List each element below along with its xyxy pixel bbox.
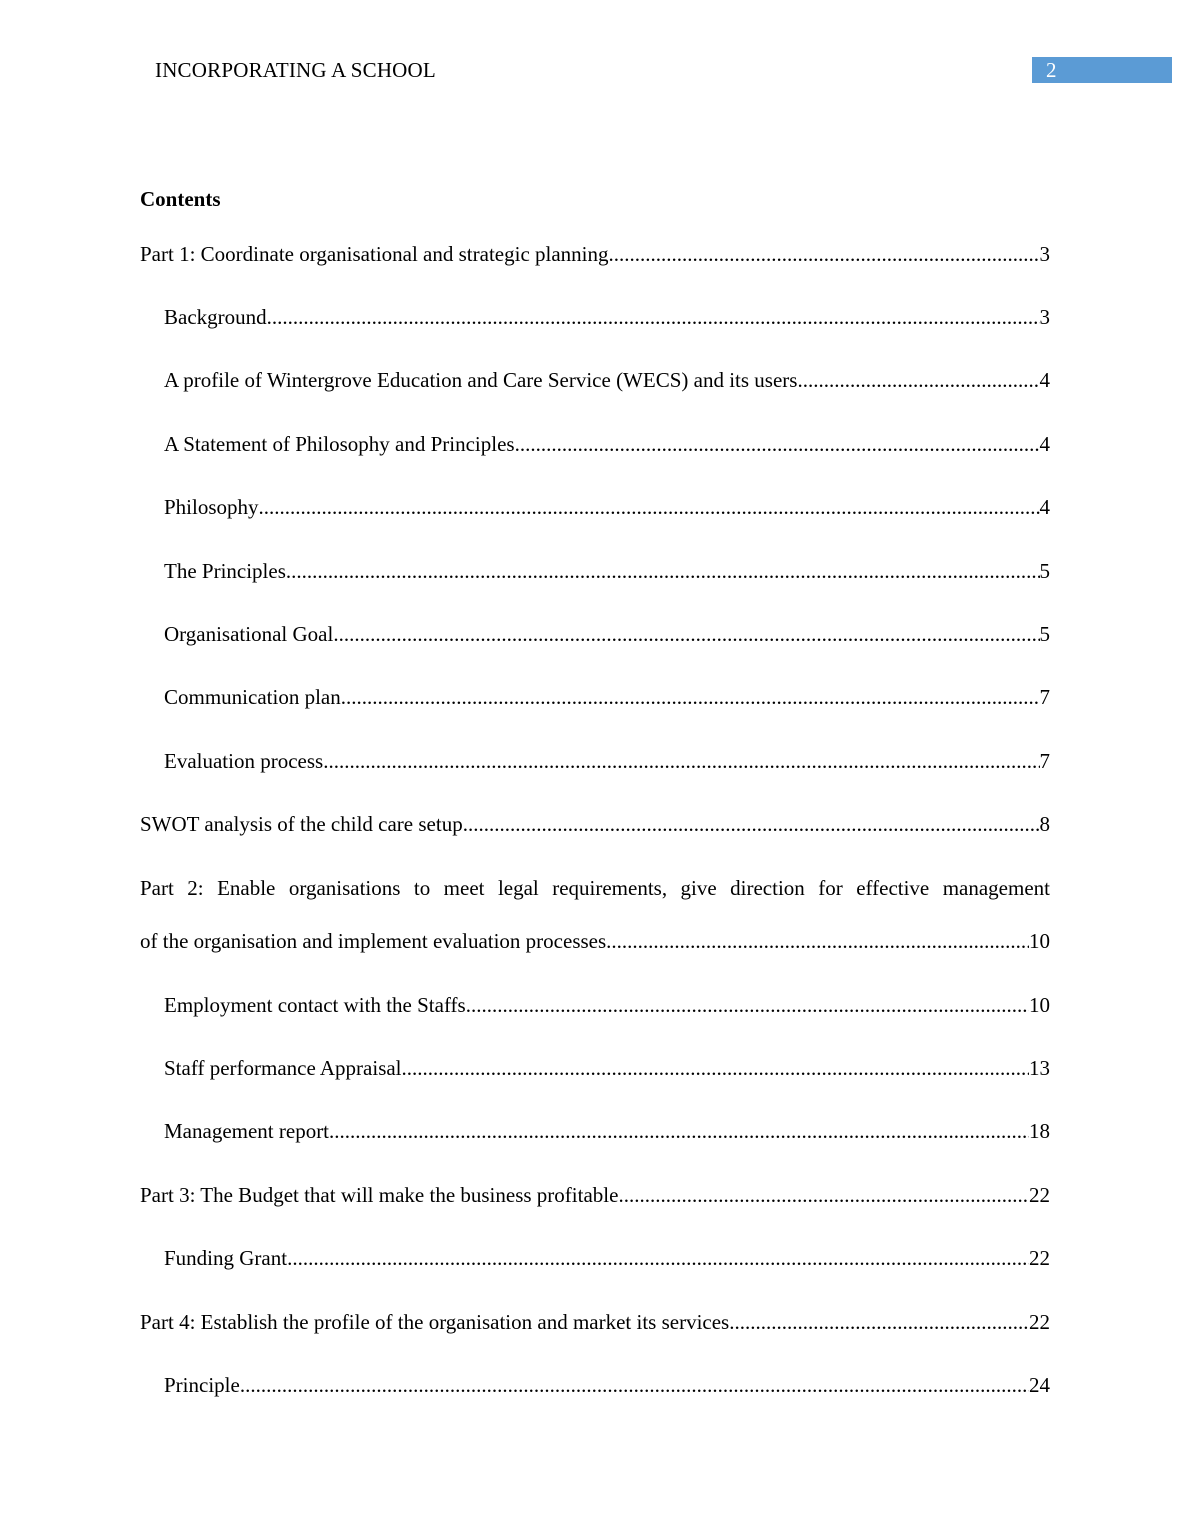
toc-heading: Contents: [140, 187, 221, 211]
toc-entry-label: Part 4: Establish the profile of the organisation and market its services: [140, 1310, 730, 1334]
toc-entry-label: Staff performance Appraisal: [164, 1056, 402, 1080]
toc-entry[interactable]: [164, 494, 1050, 520]
toc-entry-label: Background: [164, 305, 267, 329]
toc-entry[interactable]: [164, 748, 1050, 774]
toc-entry-label: Organisational Goal: [164, 622, 334, 646]
toc-entry[interactable]: [164, 684, 1050, 710]
toc-entry-label: The Principles: [164, 559, 286, 583]
toc-entry-page: 4: [1039, 495, 1050, 519]
toc-entry-label: Philosophy: [164, 495, 259, 519]
toc-entry[interactable]: [164, 304, 1050, 330]
toc-leader: [287, 1245, 1029, 1271]
toc-leader: [333, 621, 1039, 647]
toc-leader: [606, 928, 1029, 954]
toc-entry-page: 5: [1039, 559, 1050, 583]
toc-entry[interactable]: [140, 241, 1050, 267]
toc-entry-page: 8: [1039, 812, 1050, 836]
toc-entry-label: Evaluation process: [164, 749, 324, 773]
toc-entry-wrapped-line[interactable]: Part 2: Enable organisations to meet legal requirements, give direction for effective management: [140, 876, 1050, 900]
toc-entry-page: 18: [1029, 1119, 1050, 1143]
toc-leader: [609, 241, 1040, 267]
toc-entry-page: 10: [1029, 993, 1050, 1017]
toc-entry-page: 4: [1039, 432, 1050, 456]
toc-leader: [618, 1182, 1029, 1208]
toc-entry-page: 5: [1039, 622, 1050, 646]
toc-entry-page: 24: [1029, 1373, 1050, 1397]
page-number: 2: [1046, 58, 1057, 82]
toc-entry-page: 3: [1039, 305, 1050, 329]
toc-entry-label: A profile of Wintergrove Education and Care Service (WECS) and its users: [164, 368, 798, 392]
toc-entry[interactable]: [140, 1182, 1050, 1208]
toc-entry-page: 7: [1039, 685, 1050, 709]
toc-entry-label: SWOT analysis of the child care setup: [140, 812, 463, 836]
toc-leader: [240, 1372, 1029, 1398]
toc-entry[interactable]: [164, 431, 1050, 457]
toc-leader: [323, 748, 1039, 774]
toc-entry[interactable]: [164, 992, 1050, 1018]
toc-entry-label: of the organisation and implement evaluation processes: [140, 929, 607, 953]
toc-entry-page: 22: [1029, 1310, 1050, 1334]
toc-entry-page: 4: [1039, 368, 1050, 392]
toc-entry-page: 3: [1039, 242, 1050, 266]
toc-leader: [286, 558, 1040, 584]
toc-entry-page: 7: [1039, 749, 1050, 773]
page-number-badge: [1032, 57, 1172, 83]
toc-entry[interactable]: [140, 811, 1050, 837]
toc-entry-page: 22: [1029, 1246, 1050, 1270]
toc-entry-label: Communication plan: [164, 685, 341, 709]
toc-leader: [267, 304, 1040, 330]
toc-entry-page: 13: [1029, 1056, 1050, 1080]
toc-entry-label: Funding Grant: [164, 1246, 288, 1270]
toc-leader: [259, 494, 1040, 520]
toc-entry[interactable]: [140, 1309, 1050, 1335]
toc-entry[interactable]: [140, 928, 1050, 954]
toc-entry-label: A Statement of Philosophy and Principles: [164, 432, 515, 456]
toc-leader: [797, 367, 1039, 393]
toc-leader: [463, 811, 1040, 837]
toc-entry[interactable]: [164, 1372, 1050, 1398]
toc-leader: [402, 1055, 1029, 1081]
toc-leader: [341, 684, 1040, 710]
toc-entry[interactable]: [164, 621, 1050, 647]
toc-entry[interactable]: [164, 367, 1050, 393]
toc-entry[interactable]: [164, 1118, 1050, 1144]
toc-entry-label: Principle: [164, 1373, 240, 1397]
toc-entry[interactable]: [164, 1055, 1050, 1081]
toc-entry-label: Employment contact with the Staffs: [164, 993, 466, 1017]
toc-entry[interactable]: [164, 1245, 1050, 1271]
toc-entry-label: Management report: [164, 1119, 330, 1143]
toc-leader: [515, 431, 1040, 457]
toc-entry-label: Part 1: Coordinate organisational and strategic planning: [140, 242, 609, 266]
toc-leader: [329, 1118, 1029, 1144]
toc-leader: [729, 1309, 1029, 1335]
toc-entry-label: Part 3: The Budget that will make the business profitable: [140, 1183, 619, 1207]
toc-entry-page: 22: [1029, 1183, 1050, 1207]
toc-leader: [466, 992, 1029, 1018]
running-header-title: INCORPORATING A SCHOOL: [155, 58, 436, 82]
toc-entry[interactable]: [164, 558, 1050, 584]
toc-entry-page: 10: [1029, 929, 1050, 953]
